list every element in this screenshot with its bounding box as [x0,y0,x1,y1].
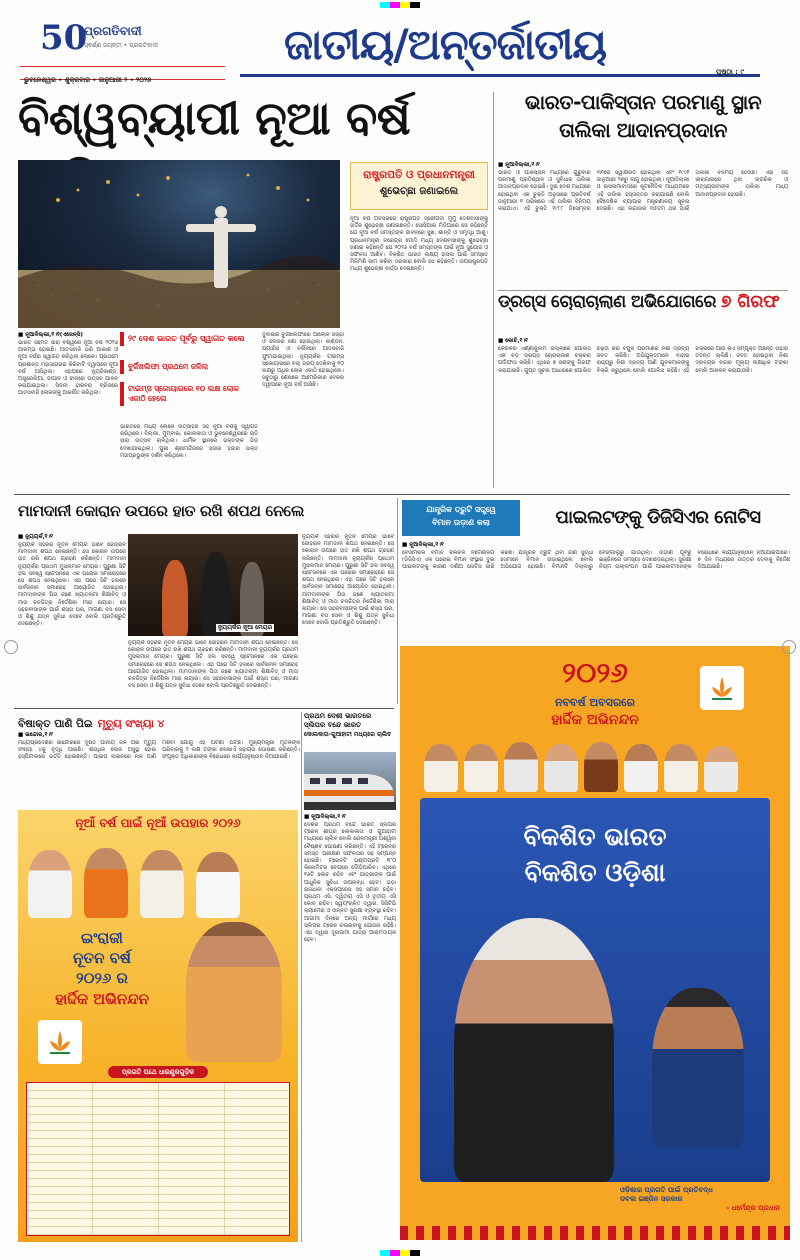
pilot-tag-line-2: ବିମାନ ଉଡ଼ାଣ କଲା [432,518,490,527]
issue-dateline: ଭୁବନେଶ୍ୱର • ଶୁକ୍ରବାର • ଜାନୁଆରୀ ୨ • ୨୦୨୬ [24,76,152,84]
drug-headline-row [498,292,788,332]
reg-mark [380,2,420,8]
train-image [304,752,396,810]
rule-mid-1 [14,494,790,495]
train-headline-block [304,712,396,748]
highlight-1: ୨୯ ଦେଶ ଭାରତ ପୂର୍ବରୁ ସ୍ୱାଗତ କଲେ [120,332,258,346]
logo-number: 50 [40,18,88,58]
train-headline-3: କୋଲକାତା-ଗୁଆହାଟୀ ମଧ୍ୟରେ ଚାଲିବ [304,731,392,738]
ad-leader-1 [424,744,458,792]
drug-dateline: ■ କୋଚି,୧।୧ [498,338,528,344]
page-label: ପୃଷ୍ଠା : ୯ [716,68,744,76]
color-bar-bottom [380,1250,420,1256]
water-headline-accent: ମୃତ୍ୟୁ ସଂଖ୍ୟା ୪ [97,718,165,730]
ad-right-border-pattern [400,1226,790,1240]
pilot-tag [402,500,520,536]
pilot-tag-line-1: ଯାନ୍ତ୍ରିକ ତ୍ରୁଟି ସତ୍ତ୍ୱେ [426,505,496,514]
train-dateline: ■ ନୂଆଦିଲ୍ଲୀ,୧।୧ [304,814,346,820]
train-headline-1: ପ୍ରଥମ ଦେଶୀ ଭାରତରେ [304,712,372,720]
leader-1 [28,850,72,918]
ad-left-line-1: ଇଂରାଜୀ [81,929,123,947]
ad-left-greeting [32,928,172,1010]
ad-right-footer-1: ଓଡ଼ିଶାର ପ୍ରଗତି ପାଇଁ ପ୍ରତିବଦ୍ଧ [620,1186,713,1194]
registration-mark [782,640,796,654]
paper-name: ପ୍ରଗତିବାଦୀ [84,24,142,38]
section-underline [240,74,760,77]
pilot-dateline: ■ ନୂଆଦିଲ୍ଲୀ,୧।୧ [402,542,444,548]
ad-right-greeting: ହାର୍ଦ୍ଦିକ ଅଭିନନ୍ଦନ [551,712,639,728]
ad-leader-5 [584,742,618,792]
ad-left [18,810,298,1242]
ad-left-scheme-table [26,1082,290,1236]
bjp-lotus-icon [38,1020,82,1064]
ad-left-line-3: ୨୦୨୬ ର [76,969,128,987]
section-title: ଜାତୀୟ/ଅନ୍ତର୍ଜାତୀୟ [283,20,607,69]
rule-drug-top [498,290,788,291]
tagline: ସ୍ଵର୍ଣ୍ଣ ଜୟନ୍ତୀ • ପ୍ରଗତିବାଦୀ [84,42,158,49]
water-body: ମଧ୍ୟପ୍ରଦେଶର ଇନ୍ଦୋରରେ ଦୂଷିତ ପାନୀୟ ଜଳ ପିଇ ମୃତ୍ୟୁ ସଂଖ୍ୟା ୪କୁ ବୃଦ୍ଧି ପାଇଛି। ଶତାଧିକ ଲୋକ ଅସୁସ୍ଥ ହୋଇ ହସ୍ପିଟାଲରେ ଭର୍ତ୍ତି ହୋଇଛନ୍ତି। ପାଇପ ଲାଇନରେ ନାଳ ପାଣି ମିଶିବା ଯୋଗୁଁ ଏହି ଘଟଣା ଘଟିଛି। ମୁଖ୍ୟମନ୍ତ୍ରୀ ମୃତକଙ୍କ ପରିବାରକୁ ୨ ଲକ୍ଷ ଟଙ୍କା ଲେଖାଏଁ ସହାୟତା ଘୋଷଣା କରିଛନ୍ତି। ସଂପୃକ୍ତ ଅଧିକାରୀଙ୍କ ବିରୋଧରେ କାର୍ଯ୍ୟାନୁଷ୍ଠାନ ନିଆଯାଇଛି। [18,740,300,761]
ad-right-leaders-row [424,738,764,792]
leader-2 [84,848,128,918]
ad-left-leaders [24,840,292,918]
water-dateline: ■ ଇନ୍ଦୋର,୧।୧ [18,732,53,738]
newyear-body-1: ଭାରତ ସମେତ ସାରା ବିଶ୍ୱରେ ନୂଆ ବର୍ଷ ୨୦୨୬ ଆରମ୍ଭ ହୋଇଛି। ଆତସବାଜି ଭରି ଆକାଶ ଓ ନୂଆ ବର୍ଷର ସ୍ୱାଗତ କରିଥିଲା ଲୋକେ। ପ୍ରଥମେ ପ୍ରଶାନ୍ତ ମହାସାଗରର କିରିବାଟି ଦ୍ୱୀପରେ ନୂଆ ବର୍ଷ ଆସିଥିଲା। ଏହାପରେ ନ୍ୟୁଜିଲାଣ୍ଡ, ଅଷ୍ଟ୍ରେଲିଆ, ଜାପାନ ଓ ଚୀନରେ ଉତ୍ସବ ପାଳନ କରାଯାଇଥିଲା। ସିଡନୀ ହାରବର ବ୍ରିଜରେ ଆତସବାଜି ଲୋକଙ୍କୁ ଆକର୍ଷିତ କରିଥିଲା। [18,340,118,397]
newyear-headline: ବିଶ୍ୱବ୍ୟାପୀ ନୂଆ ବର୍ଷ [18,91,411,145]
ad-right-footer [620,1186,780,1213]
person-left [162,560,188,636]
president-box [350,162,488,210]
leader-3 [140,850,184,918]
rule-col-3 [301,712,302,1242]
ad-left-scheme-tag: ପ୍ରଗତି ପଥେ ଧାରଣ୍ଟ୍ରଗୁଡ଼ିକ [108,1066,208,1078]
train-headline-2: ସ୍ଲିପର ବନ୍ଦେ ଭାରତ [304,721,362,729]
ad-right-footer-2: ଡବଲ ଇଞ୍ଜିନ ସରକାର [620,1195,683,1203]
drug-headline-accent: ୭ ଗିରଫ [721,292,780,312]
ad-leader-2 [464,744,498,792]
train-body: ଦେଶର ପ୍ରଥମ ବନ୍ଦେ ଭାରତ ସ୍ଲିପର ଟ୍ରେନ ଶୀଘ୍ର କୋଲକାତା ଓ ଗୁଆହାଟୀ ମଧ୍ୟରେ ଚାଲିବ ବୋଲି ରେଳମନ୍ତ୍ରୀ ଅଶ୍ୱିନୀ ବୈଷ୍ଣବ ଘୋଷଣା କରିଛନ୍ତି। ଏହି ଟ୍ରେନର ସମସ୍ତ ପରୀକ୍ଷଣ ସଫଳତାର ସହ ସମ୍ପନ୍ନ ହୋଇଛି। ଟ୍ରେନଟି ଘଣ୍ଟାପ୍ରତି ୧୮୦ କିଲୋମିଟର ବେଗରେ ଦୌଡ଼ିପାରିବ। ଏଥିରେ ୧୬ଟି କୋଚ ରହିବ ଏବଂ ଯାତ୍ରୀଙ୍କ ପାଇଁ ଆଧୁନିକ ସୁବିଧା ଉପଲବ୍ଧ ହେବ। ଭଡ଼ା ରାଜଧାନୀ ଏକ୍ସପ୍ରେସ ସହ ସମାନ ରହିବ। ପ୍ରଥମ ଏସି, ଦ୍ୱିତୀୟ ଏସି ଓ ତୃତୀୟ ଏସି କୋଚ ରହିବ। ସ୍ୱୟଂଚାଳିତ ଦ୍ୱାର, ସିସିଟିଭି କ୍ୟାମେରା ଓ ଉନ୍ନତ ସୁରକ୍ଷା ବ୍ୟବସ୍ଥା ରହିବ। ଆଗାମୀ ଦିନରେ ଅନ୍ୟ ମାର୍ଗରେ ମଧ୍ୟ ସ୍ଲିପର ଟ୍ରେନ ଚଳାଇବାକୁ ଯୋଜନା ରହିଛି। ଏହା ଦ୍ୱାରା ଦୂରଗାମୀ ଯାତ୍ରା ଆରାମଦାୟକ ହେବ। [304,822,396,944]
newyear-highlights [120,332,258,422]
pilot-headline: ପାଇଲଟଙ୍କୁ ଡିଜିସିଏର ନୋଟିସ [555,507,761,528]
ad-right-blue-panel [420,798,770,1182]
ad-right-signature: - ଧର୍ମେନ୍ଦ୍ର ପ୍ରଧାନ [726,1204,780,1212]
ad-leader-3 [504,742,538,792]
ad-right-bjp-icon [700,666,744,710]
mamdani-photo [128,534,298,636]
logo-block [40,18,220,62]
rule-col-2 [397,498,398,704]
highlight-3: ଟାଇମ୍ସ ସ୍କୋୟାରରେ ୧୦ ଲକ୍ଷ ଲୋକ ଏକାଠି ହେଲେ [120,382,258,406]
rule-mid-2 [14,708,394,709]
newyear-body-2: ଭାରତରେ ମଧ୍ୟ ଲୋକେ ଉତ୍ସାହର ସହ ନୂଆ ବର୍ଷକୁ ସ୍ୱାଗତ କରିଥିଲେ। ଦିଲ୍ଲୀ, ମୁମ୍ବାଇ, କୋଲକାତା ଓ ଭୁବନେଶ୍ୱରରେ ରାତି ସାରା ଉତ୍ସବ ଚାଲିଥିଲା। ଧାର୍ମିକ ସ୍ଥାନରେ ଭକ୍ତଙ୍କ ଭିଡ଼ ଦେଖାଯାଇଥିଲା। ପୁରୀ ଶ୍ରୀମନ୍ଦିରରେ ହଜାର ହଜାର ଭକ୍ତ ମହାପ୍ରଭୁଙ୍କ ଦର୍ଶନ କରିଥିଲେ। [120,424,258,459]
mamdani-dateline: ■ ନ୍ୟୁୟର୍କ,୧।୧ [18,534,53,540]
newyear-body-3: ଦୁବାଇର ବୁର୍ଜଖଲିଫାରେ ଆଲୋକ ସଜ୍ଜା ଓ ଲେଜର ଶୋ ହୋଇଥିଲା। ଲଣ୍ଡନ, ପ୍ୟାରିସ ଓ ବର୍ଲିନରେ ଆତସବାଜି ଫୁଟାଯାଇଥିଲା। ନ୍ୟୁୟର୍କର ଟାଇମ୍ସ ସ୍କୋୟାରରେ ବଲ୍ ଡ୍ରପ୍ ଦେଖିବାକୁ ୧୦ ଲକ୍ଷରୁ ଅଧିକ ଲୋକ ଏକାଠି ହୋଇଥିଲେ। ସବୁଠାରୁ ଶେଷରେ ଆମେରିକାର ବେକର ଦ୍ୱୀପରେ ନୂଆ ବର୍ଷ ଆସିଛି। [262,332,344,389]
president-headline: ରାଷ୍ଟ୍ରପତି ଓ ପ୍ରଧାନମନ୍ତ୍ରୀ [363,169,475,181]
mamdani-body-cont: ନ୍ୟୁୟର୍କ ସହରର ନୂତନ ମେୟର ଭାବେ ଜୋହରାନ ମାମଦାନୀ ଶପଥ ନେଇଛନ୍ତି। ସେ କୋରାନ ଉପରେ ହାତ ରଖି ଶପଥ ଗ୍ରହଣ କରିଛନ୍ତି। ମାମଦାନୀ ନ୍ୟୁୟର୍କର ପ୍ରଥମ ମୁସଲମାନ ମେୟର। ପୁରୁଣା ସିଟି ହଲ ସବୱେ ଷ୍ଟେସନରେ ଏକ ଘରୋଇ ସମାରୋହରେ ସେ ଶପଥ ନେଇଥିଲେ। ଏହା ପରେ ସିଟି ହଲରେ ସାର୍ବଜନୀନ ସମାରୋହ ଆୟୋଜିତ ହୋଇଥିଲା। ମାମଦାନୀଙ୍କ ପିତା ଜଣେ ଖ୍ୟାତନାମା ଶିକ୍ଷାବିତ୍ ଓ ମାତା ଚଳଚ୍ଚିତ୍ର ନିର୍ଦ୍ଦେଶିକା ମୀରା ନାୟାର। ସେ ସହରବାସୀଙ୍କ ପାଇଁ ଶସ୍ତା ଘର, ମାଗଣା ବସ ସେବା ଓ ଶିଶୁ ଯତ୍ନ ସୁବିଧା ଦେବେ ବୋଲି ପ୍ରତିଶ୍ରୁତି ଦେଇଛନ୍ତି। [128,640,298,690]
train-photo [304,752,396,810]
ad-left-line-2: ନୂତନ ବର୍ଷ [73,949,131,967]
water-headline-row [18,712,298,728]
ad-right-slogan-2: ବିକଶିତ ଓଡ଼ିଶା [524,858,666,887]
ad-leader-7 [664,744,698,792]
mamdani-body: ନ୍ୟୁୟର୍କ ସହରର ନୂତନ ମେୟର ଭାବେ ଜୋହରାନ ମାମଦାନୀ ଶପଥ ନେଇଛନ୍ତି। ସେ କୋରାନ ଉପରେ ହାତ ରଖି ଶପଥ ଗ୍ରହଣ କରିଛନ୍ତି। ମାମଦାନୀ ନ୍ୟୁୟର୍କର ପ୍ରଥମ ମୁସଲମାନ ମେୟର। ପୁରୁଣା ସିଟି ହଲ ସବୱେ ଷ୍ଟେସନରେ ଏକ ଘରୋଇ ସମାରୋହରେ ସେ ଶପଥ ନେଇଥିଲେ। ଏହା ପରେ ସିଟି ହଲରେ ସାର୍ବଜନୀନ ସମାରୋହ ଆୟୋଜିତ ହୋଇଥିଲା। ମାମଦାନୀଙ୍କ ପିତା ଜଣେ ଖ୍ୟାତନାମା ଶିକ୍ଷାବିତ୍ ଓ ମାତା ଚଳଚ୍ଚିତ୍ର ନିର୍ଦ୍ଦେଶିକା ମୀରା ନାୟାର। ସେ ସହରବାସୀଙ୍କ ପାଇଁ ଶସ୍ତା ଘର, ମାଗଣା ବସ ସେବା ଓ ଶିଶୁ ଯତ୍ନ ସୁବିଧା ଦେବେ ବୋଲି ପ୍ରତିଶ୍ରୁତି ଦେଇଛନ୍ତି। [18,542,126,628]
leader-4 [196,852,240,918]
ad-right-second-leader [652,988,744,1148]
ad-leader-4 [544,744,578,792]
nuclear-dateline: ■ ନୂଆଦିଲ୍ଲୀ,୧।୧ [498,162,540,168]
mamdani-caption: ନ୍ୟୁୟର୍କର ନୂଆ ମେୟର [218,624,273,631]
mamdani-body-col3: ନ୍ୟୁୟର୍କ ସହରର ନୂତନ ମେୟର ଭାବେ ଜୋହରାନ ମାମଦାନୀ ଶପଥ ନେଇଛନ୍ତି। ସେ କୋରାନ ଉପରେ ହାତ ରଖି ଶପଥ ଗ୍ରହଣ କରିଛନ୍ତି। ମାମଦାନୀ ନ୍ୟୁୟର୍କର ପ୍ରଥମ ମୁସଲମାନ ମେୟର। ପୁରୁଣା ସିଟି ହଲ ସବୱେ ଷ୍ଟେସନରେ ଏକ ଘରୋଇ ସମାରୋହରେ ସେ ଶପଥ ନେଇଥିଲେ। ଏହା ପରେ ସିଟି ହଲରେ ସାର୍ବଜନୀନ ସମାରୋହ ଆୟୋଜିତ ହୋଇଥିଲା। ମାମଦାନୀଙ୍କ ପିତା ଜଣେ ଖ୍ୟାତନାମା ଶିକ୍ଷାବିତ୍ ଓ ମାତା ଚଳଚ୍ଚିତ୍ର ନିର୍ଦ୍ଦେଶିକା ମୀରା ନାୟାର। ସେ ସହରବାସୀଙ୍କ ପାଇଁ ଶସ୍ତା ଘର, ମାଗଣା ବସ ସେବା ଓ ଶିଶୁ ଯତ୍ନ ସୁବିଧା ଦେବେ ବୋଲି ପ୍ରତିଶ୍ରୁତି ଦେଇଛନ୍ତି। [302,534,394,627]
ad-right-year: ୨୦୨୬ [562,656,628,689]
nuclear-headline: ଭାରତ-ପାକିସ୍ତାନ ପରମାଣୁ ସ୍ଥାନ ତାଲିକା ଆଦାନପ୍ରଦାନ [524,90,762,142]
ad-right-slogan-1: ବିକଶିତ ଭାରତ [523,822,667,851]
water-headline-prefix: ବିଷାକ୍ତ ପାଣି ପିଇ [18,718,93,730]
newyear-dateline: ■ ନୂଆଦିଲ୍ଲୀ,୧।୧(ଏଜେନ୍ସି) [18,332,83,338]
fireworks-skyline [18,160,340,328]
nuclear-body: ଭାରତ ଓ ପାକିସ୍ତାନ ମଧ୍ୟରେ ଗୁରୁବାର ପରମାଣୁ ପ୍ରତିଷ୍ଠାନ ଓ ସୁବିଧାର ତାଲିକା ଆଦାନପ୍ରଦାନ ହୋଇଛି। ଦୁଇ ଦେଶ ମଧ୍ୟରେ ହୋଇଥିବା ଏକ ଚୁକ୍ତି ଅନୁସାରେ ପ୍ରତିବର୍ଷ ଜାନୁଆରୀ ୧ ତାରିଖରେ ଏହି ତାଲିକା ବିନିମୟ କରାଯାଏ। ଏହି ଚୁକ୍ତି ୧୯୮୮ ଡିସେମ୍ବର ୩୧ରେ ସ୍ୱାକ୍ଷରିତ ହୋଇଥିଲା ଏବଂ ୧୯୯୧ ଜାନୁଆରୀ ୨୭ରୁ ଲାଗୁ ହୋଇଥିଲା। ନୂଆଦିଲ୍ଲୀ ଓ ଇସଲାମାବାଦରେ କୂଟନୈତିକ ମାଧ୍ୟମରେ ଏହି ତାଲିକା ହସ୍ତାନ୍ତର କରାଯାଇଛି ବୋଲି ବୈଦେଶିକ ବ୍ୟାପାର ମନ୍ତ୍ରଣାଳୟ ସୂଚନା ଦେଇଛି। ଏହା ଲଗାତାର ୩୫ତମ ଥର ପାଇଁ ତାଲିକା ବିନିମୟ ହେଉଛି। ଏହା ସହ କାରାଗାରରେ ଥିବା ନାଗରିକ ଓ ମତ୍ସ୍ୟଜୀବୀଙ୍କ ତାଲିକା ମଧ୍ୟ ଆଦାନପ୍ରଦାନ ହୋଇଛି। [498,170,788,213]
ad-right [400,646,790,1240]
mamdani-headline: ମାମଦାନୀ କୋରାନ ଉପରେ ହାତ ରଖି ଶପଥ ନେଲେ [18,502,305,520]
ad-leader-6 [624,744,658,792]
drug-headline: ଡ୍ରଗ୍ସ ଚୋରାଚାଲାଣ ଅଭିଯୋଗରେ [498,292,716,312]
rule-col-1 [493,92,494,488]
masthead [0,0,800,90]
ad-right-subtitle: ନବବର୍ଷ ଅବସରରେ [554,696,636,709]
ad-left-main-person [186,922,282,1062]
registration-mark [4,640,18,654]
dateline-bar [20,66,225,84]
pilot-body: ବେସାମରିକ ବିମାନ ଚଳାଚଳ ନିର୍ଦ୍ଦେଶାଳୟ (ଡିଜିସିଏ) ଏକ ଘରୋଇ ବିମାନ ସଂସ୍ଥାର ଦୁଇ ପାଇଲଟଙ୍କୁ କାରଣ ଦର୍ଶାଅ ନୋଟିସ ଜାରି କରିଛି। ଯାନ୍ତ୍ରିକ ତ୍ରୁଟି ଥିବା ଜାଣି ସୁଦ୍ଧା ସେମାନେ ବିମାନ ଉଡ଼ାଇଥିଲେ ବୋଲି ଅଭିଯୋଗ ହୋଇଛି। ବିମାନଟି ଦିଲ୍ଲୀରୁ ବେଙ୍ଗାଲୁରୁ ଯାଉଥିଲା। ଉଡ଼ାଣ ପୂର୍ବରୁ ଇଞ୍ଜିନରେ ସମସ୍ୟା ଦେଖାଦେଇଥିଲା। ସୁରକ୍ଷା ନିୟମ ଉଲ୍ଲଂଘନ ପାଇଁ ପାଇଲଟମାନଙ୍କ ବିରୋଧରେ କାର୍ଯ୍ୟାନୁଷ୍ଠାନ ନିଆଯାଇପାରେ। ୭ ଦିନ ମଧ୍ୟରେ ଉତ୍ତର ଦେବାକୁ ନିର୍ଦ୍ଦେଶ ଦିଆଯାଇଛି। [402,550,790,571]
president-subhead: ଶୁଭେଚ୍ଛା ଜଣାଇଲେ [379,186,459,197]
highlight-2: ବୁର୍ଜିଖଲିଫା ପ୍ରଥମେ ଜଳିଲା [120,360,258,374]
newyear-photo [18,160,340,328]
drug-body: କେରଳର ଏର୍ଣ୍ଣାକୁଲମ ଜିଲ୍ଲାରେ ପୋଲିସ ଏକ ବଡ଼ ଡ୍ରଗ୍ସ ଚୋରାଚାଲାଣ ଚକ୍ରର ପର୍ଦ୍ଦାଫାସ କରିଛି। ଏଥିରେ ୭ ଜଣଙ୍କୁ ଗିରଫ କରାଯାଇଛି। ଗୁପ୍ତ ସୂଚନା ଆଧାରରେ ପୋଲିସ ଚଢ଼ଉ କରି ବିପୁଳ ପରିମାଣର ନିଶା ଦ୍ରବ୍ୟ ଜବତ କରିଛି। ଅଭିଯୁକ୍ତମାନେ ବାହାର ରାଜ୍ୟରୁ ନିଶା ଦ୍ରବ୍ୟ ଆଣି ଯୁବକମାନଙ୍କୁ ବିକ୍ରି କରୁଥିଲେ ବୋଲି ପୋଲିସ କହିଛି। ଏହି ଚକ୍ରରେ ଆଉ କିଏ ସମ୍ପୃକ୍ତ ଅଛନ୍ତି ତାହାର ତଦନ୍ତ ଚାଲିଛି। ଜବତ ହୋଇଥିବା ନିଶା ଦ୍ରବ୍ୟର ବଜାର ମୂଲ୍ୟ ଲକ୍ଷାଧିକ ଟଙ୍କା ବୋଲି ଆକଳନ କରାଯାଉଛି। [498,346,788,374]
ad-left-title: ନୂଆଁ ବର୍ଷ ପାଇଁ ନୂଆଁ ଉପହାର ୨୦୨୬ [75,816,241,830]
president-body: ନୂଆ ବର୍ଷ ଅବସରରେ ରାଷ୍ଟ୍ରପତି ଦ୍ରୌପଦୀ ମୁର୍ମୁ ଦେଶବାସୀଙ୍କୁ ହାର୍ଦ୍ଦିକ ଶୁଭେଚ୍ଛା ଜଣାଇଛନ୍ତି। ସୋସିଆଲ ମିଡିଆରେ ସେ କହିଛନ୍ତି ଯେ ନୂଆ ବର୍ଷ ସମସ୍ତଙ୍କ ଜୀବନରେ ସୁଖ, ଶାନ୍ତି ଓ ସମୃଦ୍ଧି ଆଣୁ। ପ୍ରଧାନମନ୍ତ୍ରୀ ନରେନ୍ଦ୍ର ମୋଦି ମଧ୍ୟ ଦେଶବାସୀଙ୍କୁ ଶୁଭେଚ୍ଛା ଜଣାଇ କହିଛନ୍ତି ଯେ ୨୦୨୬ ବର୍ଷ ସମସ୍ତଙ୍କ ପାଇଁ ନୂଆ ସୁଯୋଗ ଓ ସଫଳତା ଆଣିବ। ବିକଶିତ ଭାରତ ଲକ୍ଷ୍ୟ ହାସଲ ପାଇଁ ସମସ୍ତେ ମିଳିମିଶି କାମ କରିବା ଦରକାର ବୋଲି ସେ କହିଛନ୍ତି। ଉପରାଷ୍ଟ୍ରପତି ମଧ୍ୟ ଶୁଭେଚ୍ଛା ବାର୍ତ୍ତା ଦେଇଛନ୍ତି। [350,216,488,273]
ad-right-main-leader [454,918,614,1182]
ad-left-line-4: ହାର୍ଦ୍ଦିକ ଅଭିନନ୍ଦନ [55,990,149,1008]
ad-leader-8 [704,746,738,792]
